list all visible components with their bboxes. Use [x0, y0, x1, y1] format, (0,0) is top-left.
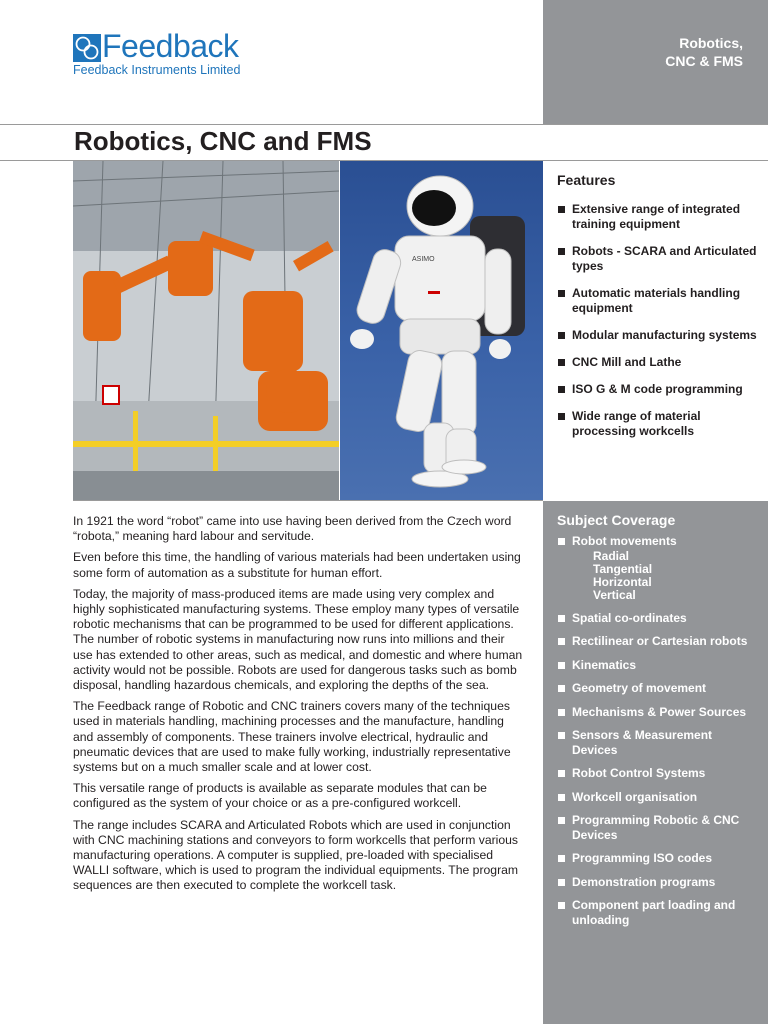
list-item: Mechanisms & Power Sources [557, 705, 757, 720]
coverage-list [557, 534, 757, 927]
list-item: Rectilinear or Cartesian robots [557, 634, 757, 649]
list-item: Automatic materials handling equipment [557, 286, 757, 316]
paragraph: The range includes SCARA and Articulated Robots which are used in conjunction with CNC machining stations and conveyors to form workcells that perform various manufacturing operations. A computer is supplied, pre-loaded with specialised WALLI software, which is used to program the individual equipments. The program sequences are then executed to complete the workcell task. [73, 817, 519, 893]
logo-wordmark: Feedback [102, 28, 239, 64]
list-item: ISO G & M code programming [557, 382, 757, 397]
sub-list [572, 550, 757, 602]
list-item: Demonstration programs [557, 875, 757, 890]
paragraph: Today, the majority of mass-produced items are made using very complex and highly sophisticated manufacturing systems. These employ many types of versatile robotic mechanisms that can be programmed to be used for different applications. The number of robotic systems in manufacturing now runs into millions and their use has extended to other areas, such as medical, and domestic and where human activity would not be possible. Robots are used for dangerous tasks such as bomb disposal, handling hazardous chemicals, and exploring the depths of the sea. [73, 586, 523, 693]
list-item: Robot movements Radial Tangential Horizontal Vertical [557, 534, 757, 602]
list-item: Sensors & Measurement Devices [557, 728, 757, 757]
list-item: Robot Control Systems [557, 766, 757, 781]
corner-panel [543, 0, 768, 124]
corner-title: Robotics, CNC & FMS [665, 35, 743, 69]
sub-list-item: Tangential [593, 561, 653, 576]
header-divider [0, 124, 768, 125]
list-item: Geometry of movement [557, 681, 757, 696]
list-item: Wide range of material processing workcells [557, 409, 757, 439]
coverage-heading: Subject Coverage [557, 512, 676, 528]
paragraph: In 1921 the word “robot” came into use having been derived from the Czech word “robota,” meaning hard labour and servitude. [73, 514, 512, 544]
robot-badge-text: ASIMO [412, 256, 435, 263]
feedback-logo-icon [73, 34, 101, 62]
list-item: Component part loading and unloading [557, 898, 757, 927]
list-item: Programming ISO codes [557, 851, 757, 866]
list-item: Kinematics [557, 658, 757, 673]
sub-list-item: Radial [593, 548, 630, 563]
list-item: Extensive range of integrated training equipment [557, 202, 757, 232]
paragraph: The Feedback range of Robotic and CNC trainers covers many of the techniques used in materials handling, machining processes and the manufacture, handling and assembly of components. These trainers involve electrical, hydraulic and pneumatic devices that are used to make fully working, industrially representative systems but on a much smaller scale and at lower cost. [73, 699, 511, 775]
humanoid-robot-illustration [340, 161, 543, 500]
list-item: Programming Robotic & CNC Devices [557, 813, 757, 842]
sub-list-item: Vertical [593, 587, 636, 602]
humanoid-robot-photo [340, 161, 543, 500]
features-list [557, 202, 757, 439]
factory-robots-photo [73, 161, 339, 500]
photo-divider [73, 500, 543, 501]
list-item: CNC Mill and Lathe [557, 355, 757, 370]
body-text [73, 514, 523, 900]
features-heading: Features [557, 172, 616, 188]
subject-coverage [557, 512, 757, 936]
list-item: Spatial co-ordinates [557, 611, 757, 626]
logo-subtitle: Feedback Instruments Limited [73, 63, 241, 77]
sub-list-item: Horizontal [593, 574, 652, 589]
page-title: Robotics, CNC and FMS [74, 126, 372, 156]
list-item: Modular manufacturing systems [557, 328, 757, 343]
feedback-logo[interactable] [73, 28, 273, 80]
features-section [557, 172, 757, 451]
list-item: Robots - SCARA and Articulated types [557, 244, 757, 274]
paragraph: Even before this time, the handling of various materials had been undertaken using some form of automation as a substitute for human effort. [73, 550, 521, 580]
factory-robots-illustration [73, 161, 339, 500]
list-item: Workcell organisation [557, 790, 757, 805]
paragraph: This versatile range of products is available as separate modules that can be configured as the system of your choice or as a pre-configured workcell. [73, 781, 487, 811]
